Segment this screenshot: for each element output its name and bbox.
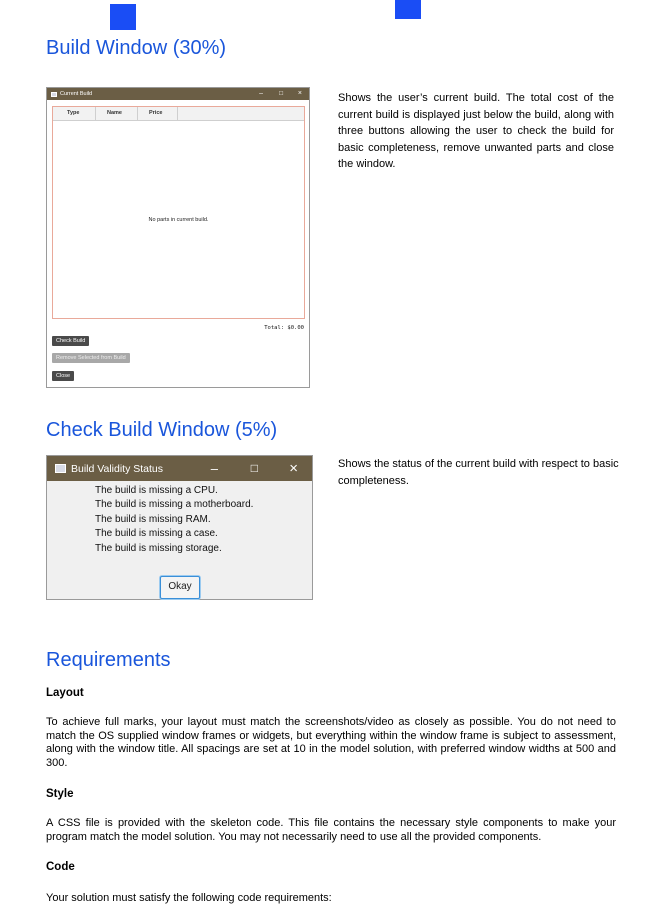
layout-text: To achieve full marks, your layout must match the screenshots/video as closely as possible. You do not need to match the OS supplied window frames or widgets, but everything within the window frame is subject to assessment, along with the window title. All spacings are set at 10 in the model solution, with preferred window widths at 500 and 300. bbox=[46, 716, 616, 769]
decorative-blue-square-right bbox=[395, 0, 421, 19]
build-window-description: Shows the user’s current build. The total cost of the current build is displayed just below the build, along with three buttons allowing the user to check the build for basic completeness, remove unwanted parts and close the window. bbox=[338, 92, 614, 170]
validity-message: The build is missing a motherboard. bbox=[95, 499, 254, 511]
validity-message: The build is missing a case. bbox=[95, 528, 218, 540]
section-title-check-build: Check Build Window (5%) bbox=[46, 419, 278, 441]
window-title: Build Validity Status bbox=[71, 462, 164, 475]
remove-selected-button[interactable]: Remove Selected from Build bbox=[52, 353, 130, 363]
table-header bbox=[53, 107, 304, 121]
window-app-icon bbox=[55, 464, 66, 473]
layout-heading: Layout bbox=[46, 687, 84, 699]
section-title-requirements: Requirements bbox=[46, 649, 171, 671]
minimize-icon[interactable]: – bbox=[210, 461, 218, 476]
build-total: Total: $0.00 bbox=[264, 325, 304, 331]
style-heading: Style bbox=[46, 788, 74, 800]
window-app-icon bbox=[51, 92, 57, 97]
close-button[interactable]: Close bbox=[52, 371, 74, 381]
validity-message: The build is missing RAM. bbox=[95, 513, 211, 525]
build-validity-window bbox=[46, 455, 313, 600]
empty-table-message: No parts in current build. bbox=[148, 217, 209, 223]
maximize-icon[interactable]: □ bbox=[250, 461, 258, 475]
window-title: Current Build bbox=[60, 91, 93, 97]
style-text: A CSS file is provided with the skeleton code. This file contains the necessary style components to make your program match the model solution. You may not necessarily need to use all the provided components. bbox=[46, 817, 616, 843]
maximize-icon[interactable]: □ bbox=[279, 90, 283, 97]
validity-messages bbox=[95, 484, 253, 556]
close-icon[interactable]: × bbox=[289, 460, 298, 477]
column-header-name[interactable]: Name bbox=[107, 110, 122, 116]
check-build-description: Shows the status of the current build with respect to basic completeness. bbox=[338, 458, 619, 487]
okay-button[interactable]: Okay bbox=[160, 576, 200, 599]
decorative-blue-square-left bbox=[110, 4, 136, 30]
code-text: Your solution must satisfy the following code requirements: bbox=[46, 892, 332, 904]
validity-message: The build is missing storage. bbox=[95, 542, 222, 554]
current-build-window bbox=[46, 87, 310, 388]
window-titlebar bbox=[47, 88, 309, 100]
window-titlebar bbox=[47, 456, 312, 481]
validity-message: The build is missing a CPU. bbox=[95, 485, 218, 496]
section-title-build-window: Build Window (30%) bbox=[46, 37, 227, 59]
column-divider bbox=[177, 107, 178, 120]
column-header-price[interactable]: Price bbox=[149, 110, 163, 116]
column-divider bbox=[95, 107, 96, 120]
column-divider bbox=[137, 107, 138, 120]
build-parts-table[interactable] bbox=[52, 106, 305, 319]
minimize-icon[interactable]: – bbox=[259, 90, 263, 97]
code-heading: Code bbox=[46, 861, 75, 873]
column-header-type[interactable]: Type bbox=[67, 110, 80, 116]
close-icon[interactable]: × bbox=[297, 90, 302, 97]
check-build-button[interactable]: Check Build bbox=[52, 336, 89, 346]
